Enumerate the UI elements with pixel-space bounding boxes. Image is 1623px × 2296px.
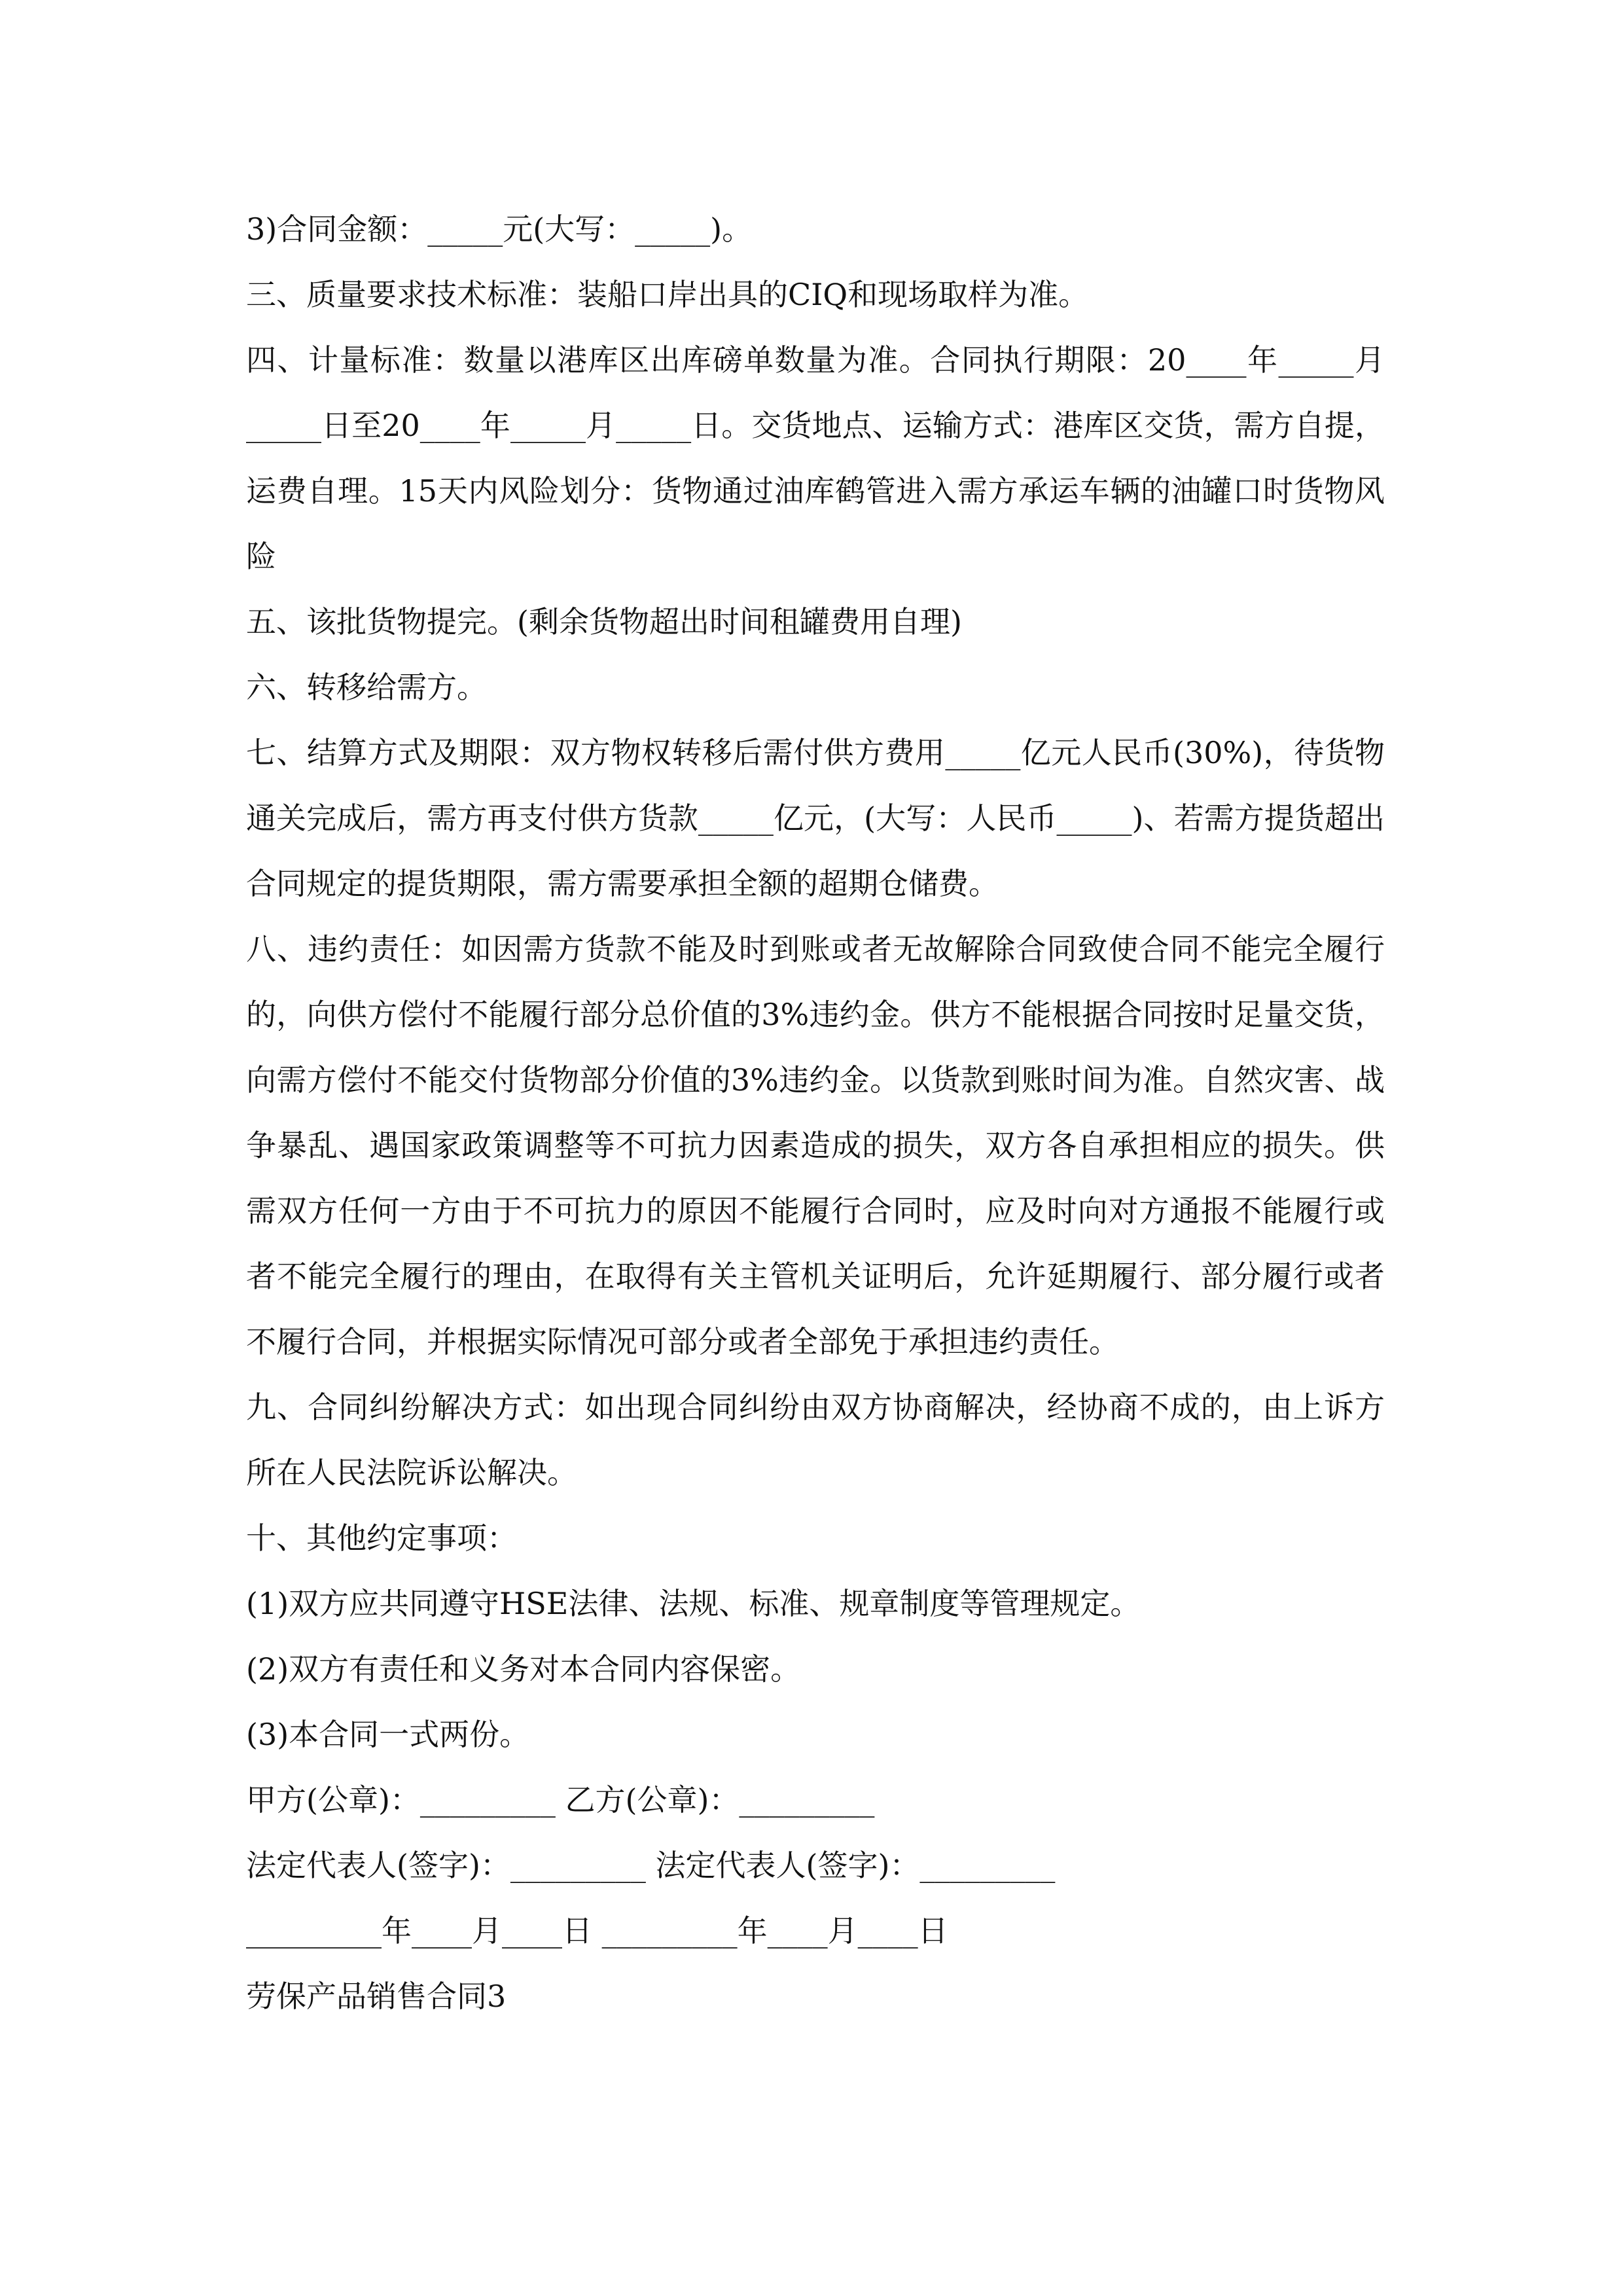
signature-representative-line: 法定代表人(签字)：_________ 法定代表人(签字)：_________ <box>246 1848 1056 1883</box>
clause-item-3: (3)本合同一式两份。 <box>246 1717 530 1752</box>
next-contract-title: 劳保产品销售合同3 <box>246 1979 507 2014</box>
signature-party-line: 甲方(公章)：_________ 乙方(公章)：_________ <box>246 1782 875 1818</box>
clause-contract-amount: 3)合同金额：_____元(大写：_____)。 <box>246 211 753 247</box>
clause-dispute-resolution: 九、合同纠纷解决方式：如出现合同纠纷由双方协商解决，经协商不成的，由上诉方所在人民法院诉讼解决。 <box>246 1390 1385 1490</box>
clause-breach-liability: 八、违约责任：如因需方货款不能及时到账或者无故解除合同致使合同不能完全履行的，向供方偿付不能履行部分总价值的3%违约金。供方不能根据合同按时足量交货，向需方偿付不能交付货物部分价值的3%违约金。以货款到账时间为准。自然灾害、战争暴乱、遇国家政策调整等不可抗力因素造成的损失，双方各自承担相应的损失。供需双方任何一方由于不可抗力的原因不能履行合同时，应及时向对方通报不能履行或者不能完全履行的理由，在取得有关主管机关证明后，允许延期履行、部分履行或者不履行合同，并根据实际情况可部分或者全部免于承担违约责任。 <box>246 931 1385 1359</box>
clause-goods-pickup: 五、该批货物提完。(剩余货物超出时间租罐费用自理) <box>246 604 962 639</box>
clause-item-1: (1)双方应共同遵守HSE法律、法规、标准、规章制度等管理规定。 <box>246 1586 1141 1621</box>
clause-ownership-transfer: 六、转移给需方。 <box>246 670 487 705</box>
clause-other-matters: 十、其他约定事项： <box>246 1520 517 1556</box>
clause-settlement: 七、结算方式及期限：双方物权转移后需付供方费用_____亿元人民币(30%)，待货物通关完成后，需方再支付供方货款_____亿元，(大写：人民币_____)、若需方提货超出合同规定的提货期限，需方需要承担全额的超期仓储费。 <box>246 735 1385 901</box>
signature-date-line: _________年____月____日 _________年____月____日 <box>246 1913 948 1948</box>
clause-measurement-delivery: 四、计量标准：数量以港库区出库磅单数量为准。合同执行期限：20____年_____月_____日至20____年_____月_____日。交货地点、运输方式：港库区交货，需方自提，运费自理。15天内风险划分：货物通过油库鹤管进入需方承运车辆的油罐口时货物风险 <box>246 342 1385 574</box>
clause-item-2: (2)双方有责任和义务对本合同内容保密。 <box>246 1651 801 1687</box>
clause-quality-standard: 三、质量要求技术标准：装船口岸出具的CIQ和现场取样为准。 <box>246 277 1089 312</box>
contract-body <box>246 196 1385 2029</box>
